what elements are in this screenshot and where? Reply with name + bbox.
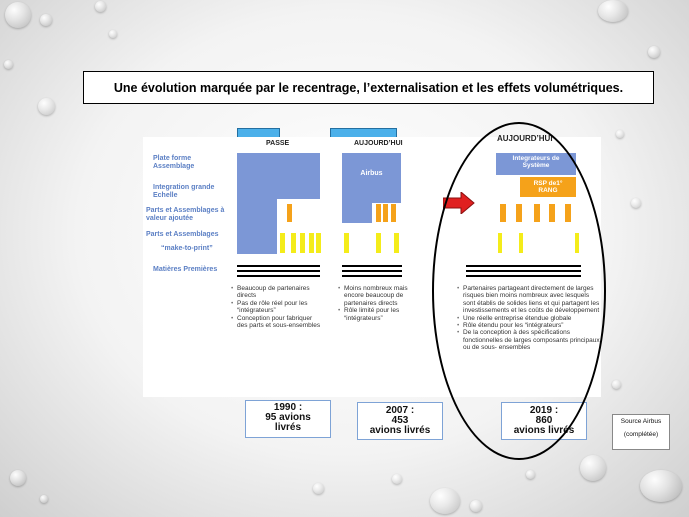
bullet-item: • Beaucoup de partenaires directs	[231, 285, 323, 300]
water-drop	[95, 1, 106, 12]
bar-yellow-2007	[394, 233, 399, 253]
separator-2007	[342, 270, 402, 272]
bullets-1990	[231, 285, 323, 329]
bar-orange-2007	[391, 204, 396, 222]
bar-yellow-1990	[300, 233, 305, 253]
bullet-item: • Partenaires partageant directement de larges risques bien moins nombreux avec lesquels sont établis de solides liens et qui partagent les investissements et les coûts de développement	[457, 285, 601, 315]
water-drop	[430, 488, 460, 514]
row-label-plate-forme: Plate forme Assemblage	[153, 155, 195, 170]
source-line: (complétée)	[623, 431, 659, 438]
row-label-parts: Parts et Assemblages	[146, 231, 219, 238]
row-label-integration: Integration grande Echelle	[153, 184, 215, 199]
water-drop	[392, 474, 402, 484]
bar-yellow-1990	[280, 233, 285, 253]
block-plate-forme-1990	[237, 153, 320, 199]
bullet-item: • Rôle limité pour les “intégrateurs”	[338, 307, 420, 322]
water-drop	[640, 470, 682, 502]
bullet-item: • De la conception à des spécifications fonctionnelles de larges composants principaux ou de sous- ensembles	[457, 329, 601, 351]
row-label-parts-valeur: Parts et Assemblages à valeur ajoutée	[146, 207, 225, 222]
label-integrateurs: Integrateurs de Système	[512, 155, 560, 169]
water-drop	[470, 500, 482, 512]
year-box-2019: 2019 : 860 avions livrés	[501, 402, 587, 440]
water-drop	[5, 2, 31, 28]
bar-yellow-1990	[291, 233, 296, 253]
slide-title: Une évolution marquée par le recentrage, l’externalisation et les effets volumétriques.	[83, 71, 654, 104]
water-drop	[631, 198, 641, 208]
block-stem-1990	[237, 197, 277, 254]
separator-1990	[237, 265, 320, 267]
water-drop	[612, 380, 621, 389]
source-line: Source Airbus	[620, 418, 662, 425]
water-drop	[109, 30, 117, 38]
bar-orange-2007	[376, 204, 381, 222]
source-box	[612, 414, 670, 450]
label-rsp: RSP de1° RANG	[533, 180, 563, 194]
bullet-item: • Conception pour fabriquer des parts et sous-ensembles	[231, 315, 323, 330]
water-drop	[598, 0, 628, 22]
block-airbus-2007	[342, 153, 401, 203]
separator-2007	[342, 275, 402, 277]
bar-orange-1990	[287, 204, 292, 222]
separator-2007	[342, 265, 402, 267]
water-drop	[616, 130, 624, 138]
separator-1990	[237, 275, 320, 277]
header-aujourdhui-2007: AUJOURD’HUI	[354, 140, 403, 147]
bullet-item: • Rôle étendu pour les “intégrateurs”	[457, 322, 601, 329]
bar-yellow-2007	[344, 233, 349, 253]
row-label-make-to-print: “make-to-print”	[161, 245, 213, 252]
bar-yellow-1990	[316, 233, 321, 253]
water-drop	[526, 470, 535, 479]
header-passe: PASSE	[266, 140, 290, 147]
row-label-matieres: Matières Premières	[153, 266, 218, 273]
bullet-item: • Une réelle entreprise étendue globale	[457, 315, 601, 322]
water-drop	[40, 14, 52, 26]
water-drop	[648, 46, 660, 58]
water-drop	[580, 455, 606, 481]
bar-yellow-2007	[376, 233, 381, 253]
water-drop	[313, 483, 324, 494]
year-box-2007: 2007 : 453 avions livrés	[357, 402, 443, 440]
water-drop	[40, 495, 48, 503]
bar-orange-2007	[383, 204, 388, 222]
separator-1990	[237, 270, 320, 272]
year-box-1990: 1990 : 95 avions livrés	[245, 400, 331, 438]
label-airbus: Airbus	[360, 170, 383, 177]
header-aujourdhui-2019: AUJOURD’HUI	[497, 134, 553, 143]
water-drop	[38, 98, 55, 115]
water-drop	[4, 60, 13, 69]
bullet-item: • Moins nombreux mais encore beaucoup de partenaires directs	[338, 285, 420, 307]
highlight-oval	[432, 122, 606, 460]
water-drop	[10, 470, 26, 486]
bullets-2007	[338, 285, 420, 322]
block-stem-2007	[342, 201, 372, 223]
bullet-item: • Pas de rôle réel pour les “intégrateurs”	[231, 300, 323, 315]
bar-yellow-1990	[309, 233, 314, 253]
